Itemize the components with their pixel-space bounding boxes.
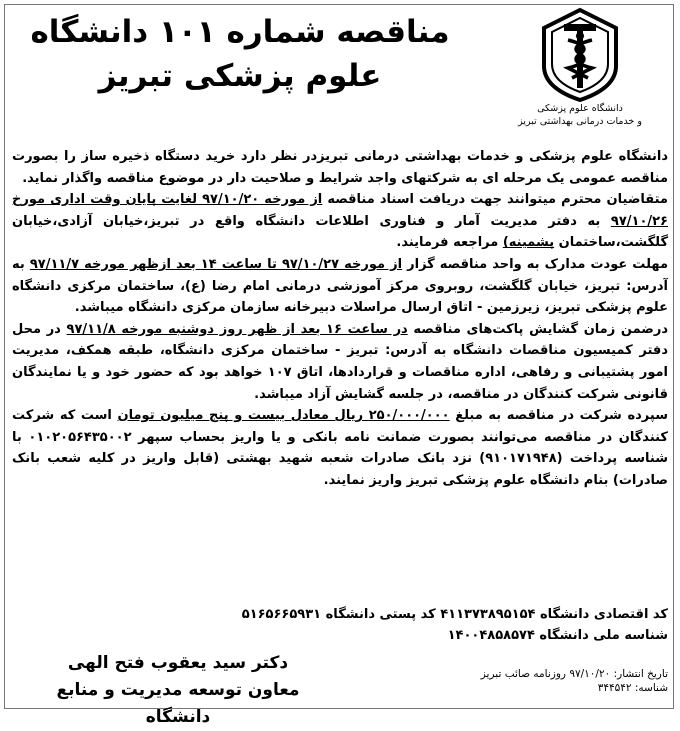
signature-block <box>38 650 318 731</box>
documents-building: پشمینه) <box>502 235 555 251</box>
opening-datetime: در ساعت ۱۶ بعد از ظهر روز دوشنبه مورخه ۹۷/۱۱/۸ <box>66 321 408 337</box>
deposit-amount: ۲۵۰/۰۰۰/۰۰۰ ریال معادل بیست و پنج میلیون تومان <box>117 408 450 424</box>
title-line-1: مناقصه شماره ۱۰۱ دانشگاه <box>30 14 450 50</box>
documents-date-range: از مورخه ۹۷/۱۰/۲۰ لغایت پایان وقت اداری مورخ ۹۷/۱۰/۲۶ <box>12 192 668 229</box>
title-line-2: علوم پزشکی تبریز <box>98 58 382 94</box>
paragraph-deadline <box>12 254 668 319</box>
documents-text-b: به دفتر مدیریت آمار و فناوری اطلاعات دانشگاه واقع در تبریز،خیابان آزادی،خیابان گلگشت،ساختمان <box>12 213 668 251</box>
logo-caption-2: و خدمات درمانی بهداشتی تبریز <box>518 116 642 127</box>
signatory-name: دکتر سید یعقوب فتح الهی <box>67 653 289 673</box>
signatory-position: معاون توسعه مدیریت و منابع دانشگاه <box>56 680 300 727</box>
deposit-text-b: است که شرکت کنندگان در مناقصه می‌توانند بصورت ضمانت نامه بانکی و یا واریز بحساب سپهر ۰۱۰۲۰۵۶۴۳۵۰۰۲ با شناسه پرداخت (۹۱۰۱۷۱۹۴۸) نزد بانک صادرات شعبه شهید بهشتی (قابل واریز در کلیه شعب بانک صادرات) بنام دانشگاه علوم پزشکی تبریز واریز نمایند. <box>12 408 668 488</box>
economic-postal-codes: کد اقتصادی دانشگاه ۴۱۱۳۷۳۸۹۵۱۵۴ کد پستی دانشگاه ۵۱۶۵۶۶۵۹۳۱ <box>241 607 668 622</box>
deadline-text-a: مهلت عودت مدارک به واحد مناقصه گزار <box>407 256 669 272</box>
publication-info <box>368 667 668 695</box>
notice-body <box>12 146 668 492</box>
documents-text-a: متقاضیان محترم میتوانند جهت دریافت اسناد مناقصه <box>327 192 668 208</box>
paragraph-deposit <box>12 405 668 491</box>
deadline-text-b: به آدرس: تبریز، خیابان گلگشت، روبروی مرکز آموزشی درمانی امام رضا (ع)، ساختمان مرکزی دانشگاه علوم پزشکی تبریز، زیرزمین - اتاق ارسال مراسلات دبیرخانه سازمان مرکزی دانشگاه میباشد. <box>12 256 668 316</box>
deposit-text-a: سپرده شرکت در مناقصه به مبلغ <box>455 408 668 424</box>
notice-title <box>20 10 460 98</box>
paragraph-opening <box>12 319 668 405</box>
university-identifiers <box>12 604 668 646</box>
medical-university-emblem-icon <box>538 6 622 102</box>
documents-text-c: مراجعه فرمایند. <box>396 235 499 251</box>
paragraph-intro: دانشگاه علوم پزشکی و خدمات بهداشتی درمانی تبریزدر نظر دارد خرید دستگاه ذخیره ساز را بصورت مناقصه عمومی یک مرحله ای به شرکتهای واجد شرایط و صلاحیت دار در موضوع مناقصه واگذار نماید. <box>12 149 668 186</box>
opening-text-b: در محل دفتر کمیسیون مناقصات دانشگاه به آدرس: تبریز - ساختمان مرکزی دانشگاه، طبقه همکف، مدیریت امور پشتیبانی و رفاهی، اداره مناقصات و قراردادها، اتاق ۱۰۷ خواهد بود که حضور خود و یا نمایندگان قانونی شرکت کنندگان در مناقصه، در جلسه گشایش آزاد میباشد. <box>12 321 668 402</box>
publication-id: شناسه: ۳۴۴۵۴۲ <box>597 682 668 694</box>
deadline-date-range: از مورخه ۹۷/۱۰/۲۷ تا ساعت ۱۴ بعد ازظهر مورخه ۹۷/۱۱/۷ <box>29 256 403 272</box>
national-id: شناسه ملی دانشگاه ۱۴۰۰۴۸۵۸۵۷۴ <box>447 628 668 643</box>
logo-caption-1: دانشگاه علوم پزشکی <box>537 103 623 114</box>
opening-text-a: درضمن زمان گشایش پاکت‌های مناقصه <box>413 321 669 337</box>
paragraph-documents <box>12 189 668 254</box>
publication-date: تاریخ انتشار: ۹۷/۱۰/۲۰ روزنامه صائب تبریز <box>480 668 668 680</box>
university-logo <box>490 6 670 142</box>
